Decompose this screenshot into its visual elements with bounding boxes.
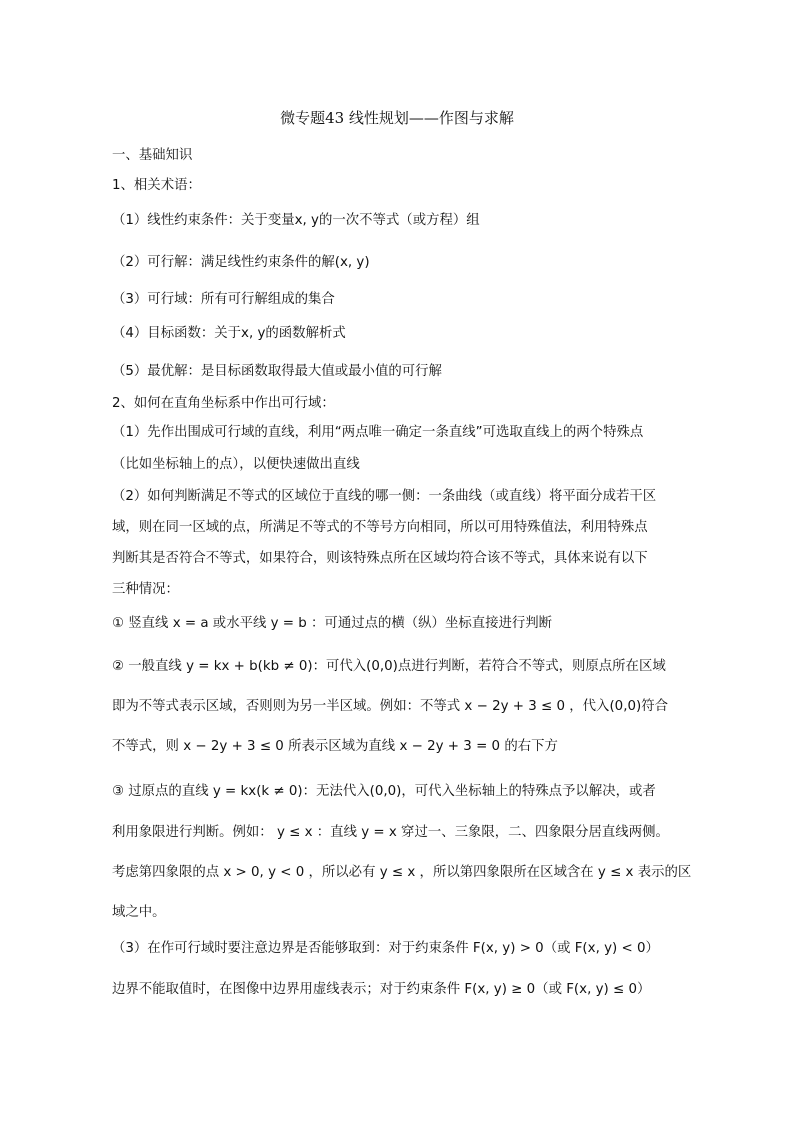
term-line: （5）最优解：是目标函数取得最大值或最小值的可行解 xyxy=(112,364,442,379)
subsection-heading: 1、相关术语： xyxy=(112,178,201,193)
case-line: 即为不等式表示区域，否则则为另一半区域。例如：不等式 x − 2y + 3 ≤ 0 ，代入(0,0)符合 xyxy=(112,699,668,714)
paragraph-line: （比如坐标轴上的点），以便快速做出直线 xyxy=(112,457,360,472)
subsection-heading: 2、如何在直角坐标系中作出可行域： xyxy=(112,396,335,411)
case-line: 域之中。 xyxy=(112,905,166,920)
term-line: （1）线性约束条件：关于变量x, y的一次不等式（或方程）组 xyxy=(112,213,480,228)
case-line: ② 一般直线 y = kx + b(kb ≠ 0)：可代入(0,0)点进行判断，若符合不等式，则原点所在区域 xyxy=(112,659,666,674)
paragraph-line: 边界不能取值时，在图像中边界用虚线表示；对于约束条件 F(x, y) ≥ 0（或 F(x, y) ≤ 0） xyxy=(112,982,651,997)
paragraph-line: （2）如何判断满足不等式的区域位于直线的哪一侧：一条曲线（或直线）将平面分成若干区 xyxy=(112,489,657,504)
paragraph-line: 域，则在同一区域的点，所满足不等式的不等号方向相同，所以可用特殊值法，利用特殊点 xyxy=(112,520,648,535)
paragraph-line: 三种情况： xyxy=(112,582,179,597)
case-line: 考虑第四象限的点 x > 0, y < 0 ，所以必有 y ≤ x ，所以第四象限所在区域含在 y ≤ x 表示的区 xyxy=(112,865,692,880)
case-line: ③ 过原点的直线 y = kx(k ≠ 0)：无法代入(0,0)，可代入坐标轴上的特殊点予以解决，或者 xyxy=(112,784,656,799)
paragraph-line: （1）先作出围成可行域的直线，利用“两点唯一确定一条直线”可选取直线上的两个特殊点 xyxy=(112,425,644,440)
paragraph-line: 判断其是否符合不等式，如果符合，则该特殊点所在区域均符合该不等式，具体来说有以下 xyxy=(112,551,648,566)
term-line: （3）可行域：所有可行解组成的集合 xyxy=(112,292,335,307)
case-line: 利用象限进行判断。例如： y ≤ x ：直线 y = x 穿过一、三象限，二、四象限分居直线两侧。 xyxy=(112,825,669,840)
case-line: 不等式，则 x − 2y + 3 ≤ 0 所表示区域为直线 x − 2y + 3 = 0 的右下方 xyxy=(112,739,558,754)
paragraph-line: （3）在作可行域时要注意边界是否能够取到：对于约束条件 F(x, y) > 0（或 F(x, y) < 0） xyxy=(112,941,659,956)
case-line: ① 竖直线 x = a 或水平线 y = b ：可通过点的横（纵）坐标直接进行判断 xyxy=(112,616,553,631)
term-line: （2）可行解：满足线性约束条件的解(x, y) xyxy=(112,255,370,270)
term-line: （4）目标函数：关于x, y的函数解析式 xyxy=(112,326,346,341)
page-title: 微专题43 线性规划——作图与求解 xyxy=(280,109,514,127)
section-heading: 一、基础知识 xyxy=(112,148,193,163)
